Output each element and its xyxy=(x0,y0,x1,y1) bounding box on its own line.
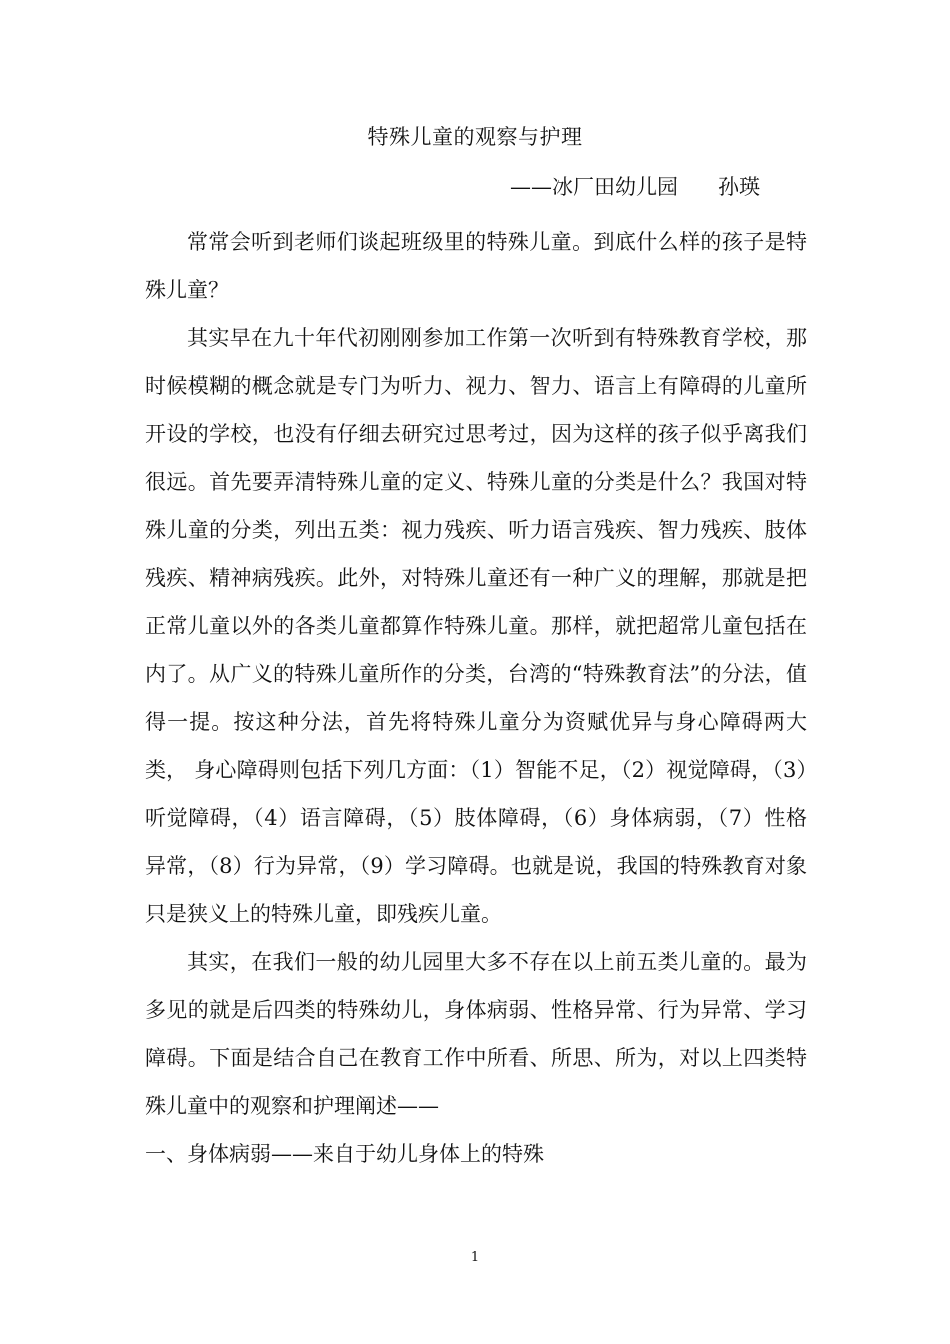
paragraph-four-types: 其实，在我们一般的幼儿园里大多不存在以上前五类儿童的。最为多见的就是后四类的特殊幼儿，身体病弱、性格异常、行为异常、学习障碍。下面是结合自己在教育工作中所看、所思、所为，对以上四类特殊儿童中的观察和护理阐述—— xyxy=(145,950,807,1118)
document-body xyxy=(145,218,807,1178)
paragraph-classification: 其实早在九十年代初刚刚参加工作第一次听到有特殊教育学校，那时候模糊的概念就是专门为听力、视力、智力、语言上有障碍的儿童所开设的学校，也没有仔细去研究过思考过，因为这样的孩子似乎离我们很远。首先要弄清特殊儿童的定义、特殊儿童的分类是什么？我国对特殊儿童的分类，列出五类：视力残疾、听力语言残疾、智力残疾、肢体残疾、精神病残疾。此外，对特殊儿童还有一种广义的理解，那就是把正常儿童以外的各类儿童都算作特殊儿童。那样，就把超常儿童包括在内了。从广义的特殊儿童所作的分类，台湾的“特殊教育法”的分法，值得一提。按这种分法，首先将特殊儿童分为资赋优异与身心障碍两大类， 身心障碍则包括下列几方面：（1）智能不足，（2）视觉障碍，（3）听觉障碍，（4）语言障碍，（5）肢体障碍，（6）身体病弱，（7）性格异常，（8）行为异常，（9）学习障碍。也就是说，我国的特殊教育对象只是狭义上的特殊儿童，即残疾儿童。 xyxy=(145,326,807,926)
section-heading: 一、身体病弱——来自于幼儿身体上的特殊 xyxy=(145,1142,544,1166)
page-number: 1 xyxy=(470,1250,480,1265)
author-byline: ——冰厂田幼儿园 孙瑛 xyxy=(510,175,761,199)
paragraph-intro: 常常会听到老师们谈起班级里的特殊儿童。到底什么样的孩子是特殊儿童？ xyxy=(145,230,807,302)
document-title: 特殊儿童的观察与护理 xyxy=(367,125,583,149)
